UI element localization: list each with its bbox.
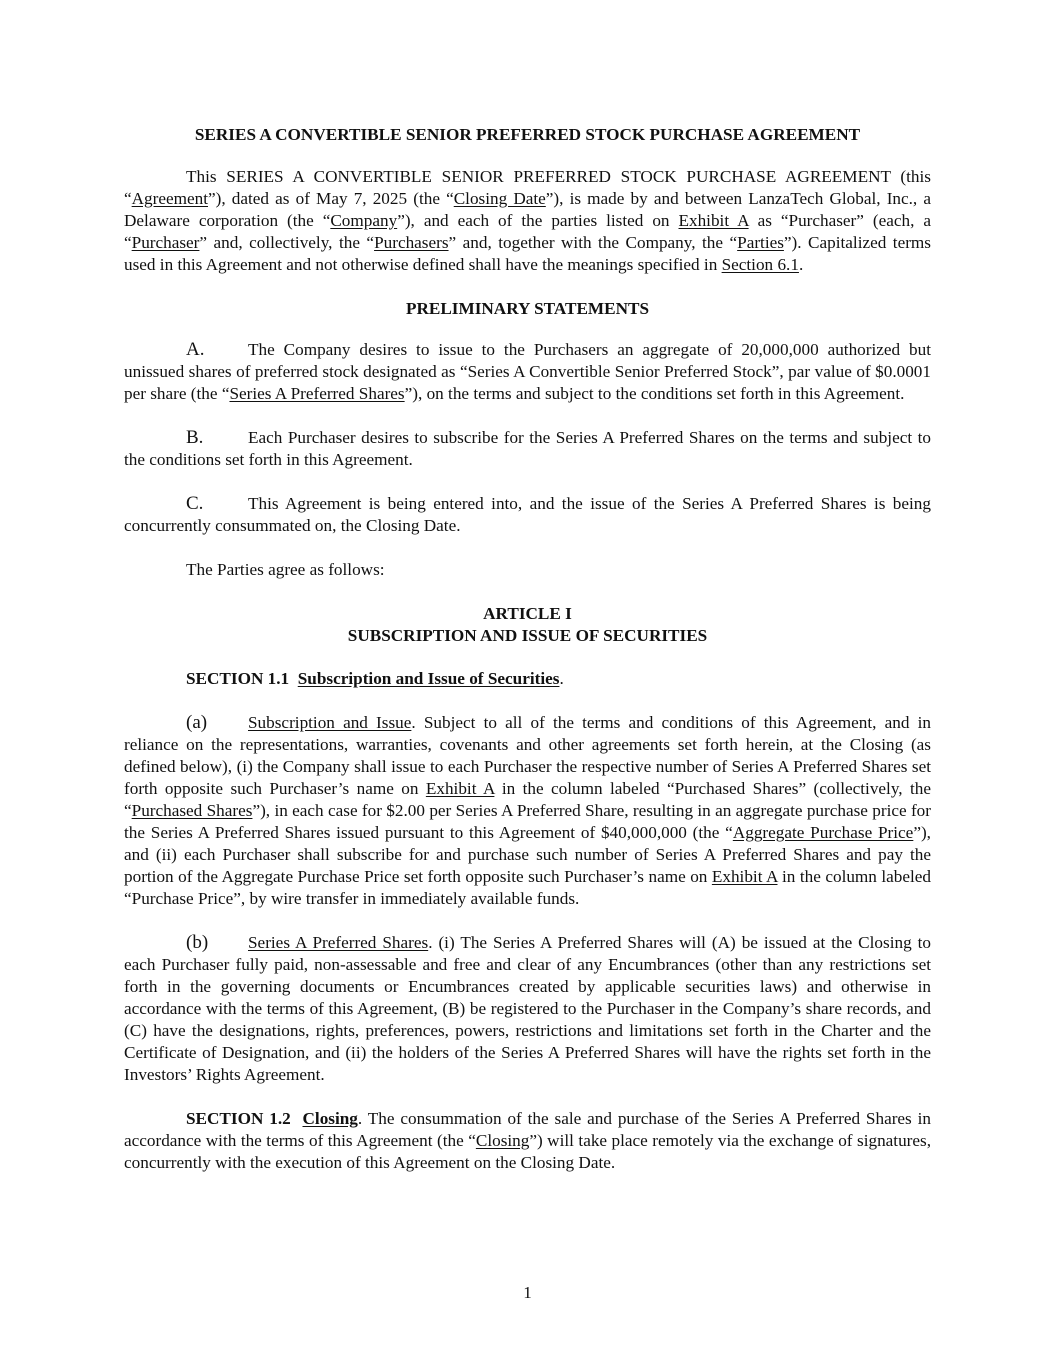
paragraph-a-marker: (a) [186, 712, 208, 733]
paragraph-a: (a) Subscription and Issue. Subject to all of the terms and conditions of this Agreement, and in reliance on the representations, warranties, covenants and other agreements set forth herein, at the Closing (as defined below), (i) the Company shall issue to each Purchaser the respective number of Series A Preferred Shares set forth opposite such Purchaser’s name on Exhibit A in the column labeled “Purchased Shares” (collectively, the “Purchased Shares”), in each case for $2.00 per Series A Preferred Share, resulting in an aggregate purchase price for the Series A Preferred Shares issued pursuant to this Agreement of $40,000,000 (the “Aggregate Purchase Price”), and (ii) each Purchaser shall subscribe for and purchase such number of Series A Preferred Shares and pay the portion of the Aggregate Purchase Price set forth opposite such Purchaser’s name on Exhibit A in the column labeled “Purchase Price”, by wire transfer in immediately available funds. [124, 712, 932, 908]
section-1-1-title: Subscription and Issue of Securities [297, 669, 560, 688]
section-1-1-label: SECTION 1.1 [186, 669, 290, 688]
paragraph-b-marker: (b) [186, 932, 209, 953]
defined-term-closing-date: Closing Date [453, 189, 546, 208]
defined-term-parties: Parties [737, 233, 784, 252]
recital-c-marker: C. [186, 493, 204, 514]
article-number: ARTICLE I [483, 604, 572, 623]
defined-term-purchaser: Purchaser [131, 233, 200, 252]
recital-a: A. The Company desires to issue to the Purchasers an aggregate of 20,000,000 authorized but unissued shares of preferred stock designated as “Series A Convertible Senior Preferred Stock”, par value of $0.0001 per share (the “Series A Preferred Shares”), on the terms and subject to the conditions set forth in this Agreement. [124, 339, 931, 403]
defined-term-purchased-shares: Purchased Shares [131, 801, 253, 820]
preliminary-statements-heading: PRELIMINARY STATEMENTS [405, 299, 650, 318]
recital-b-marker: B. [186, 427, 204, 448]
intro-paragraph: This SERIES A CONVERTIBLE SENIOR PREFERRED STOCK PURCHASE AGREEMENT (this “Agreement”), dated as of May 7, 2025 (the “Closing Date”), is made by and between LanzaTech Global, Inc., a Delaware corporation (the “Company”), and each of the parties listed on Exhibit A as “Purchaser” (each, a “Purchaser” and, collectively, the “Purchasers” and, together with the Company, the “Parties”). Capitalized terms used in this Agreement and not otherwise defined shall have the meanings specified in Section 6.1. [124, 167, 931, 274]
paragraph-b: (b) Series A Preferred Shares. (i) The Series A Preferred Shares will (A) be issued at the Closing to each Purchaser fully paid, non-assessable and free and clear of any Encumbrances (other than any restrictions set forth in the governing documents or Encumbrances created by applicable securities laws) and otherwise in accordance with the terms of this Agreement, (B) be registered to the Purchaser in the Company’s share records, and (C) have the designations, rights, preferences, powers, restrictions and limitations set forth in the Charter and the Certificate of Designation, and (ii) the holders of the Series A Preferred Shares will have the rights set forth in the Investors’ Rights Agreement. [124, 932, 931, 1084]
paragraph-b-heading: Series A Preferred Shares [248, 933, 429, 952]
exhibit-a-reference: Exhibit A [711, 867, 778, 886]
page-number: 1 [523, 1283, 532, 1302]
article-title: SUBSCRIPTION AND ISSUE OF SECURITIES [347, 626, 708, 645]
exhibit-a-reference: Exhibit A [678, 211, 749, 230]
recital-b: B. Each Purchaser desires to subscribe for the Series A Preferred Shares on the terms and subject to the conditions set forth in this Agreement. [124, 427, 931, 469]
exhibit-a-reference: Exhibit A [425, 779, 495, 798]
agree-statement: The Parties agree as follows: [186, 560, 385, 579]
defined-term-purchasers: Purchasers [374, 233, 449, 252]
defined-term-series-a-preferred-shares: Series A Preferred Shares [229, 384, 405, 403]
section-1-2-title: Closing [302, 1109, 358, 1128]
defined-term-closing: Closing [475, 1131, 530, 1150]
document-title: SERIES A CONVERTIBLE SENIOR PREFERRED STOCK PURCHASE AGREEMENT [194, 125, 861, 144]
section-1-1-heading: SECTION 1.1 Subscription and Issue of Securities. [186, 669, 564, 688]
recital-c: C. This Agreement is being entered into, and the issue of the Series A Preferred Shares is being concurrently consummated on, the Closing Date. [124, 493, 931, 535]
section-1-2-paragraph: SECTION 1.2 Closing. The consummation of the sale and purchase of the Series A Preferred Shares in accordance with the terms of this Agreement (the “Closing”) will take place remotely via the exchange of signatures, concurrently with the execution of this Agreement on the Closing Date. [124, 1109, 932, 1172]
defined-term-aggregate-purchase-price: Aggregate Purchase Price [732, 823, 914, 842]
section-1-2-label: SECTION 1.2 [186, 1109, 291, 1128]
defined-term-agreement: Agreement [131, 189, 208, 208]
defined-term-company: Company [330, 211, 398, 230]
recital-a-marker: A. [186, 339, 205, 360]
section-6-1-reference: Section 6.1 [721, 255, 799, 274]
paragraph-a-heading: Subscription and Issue [248, 713, 412, 732]
